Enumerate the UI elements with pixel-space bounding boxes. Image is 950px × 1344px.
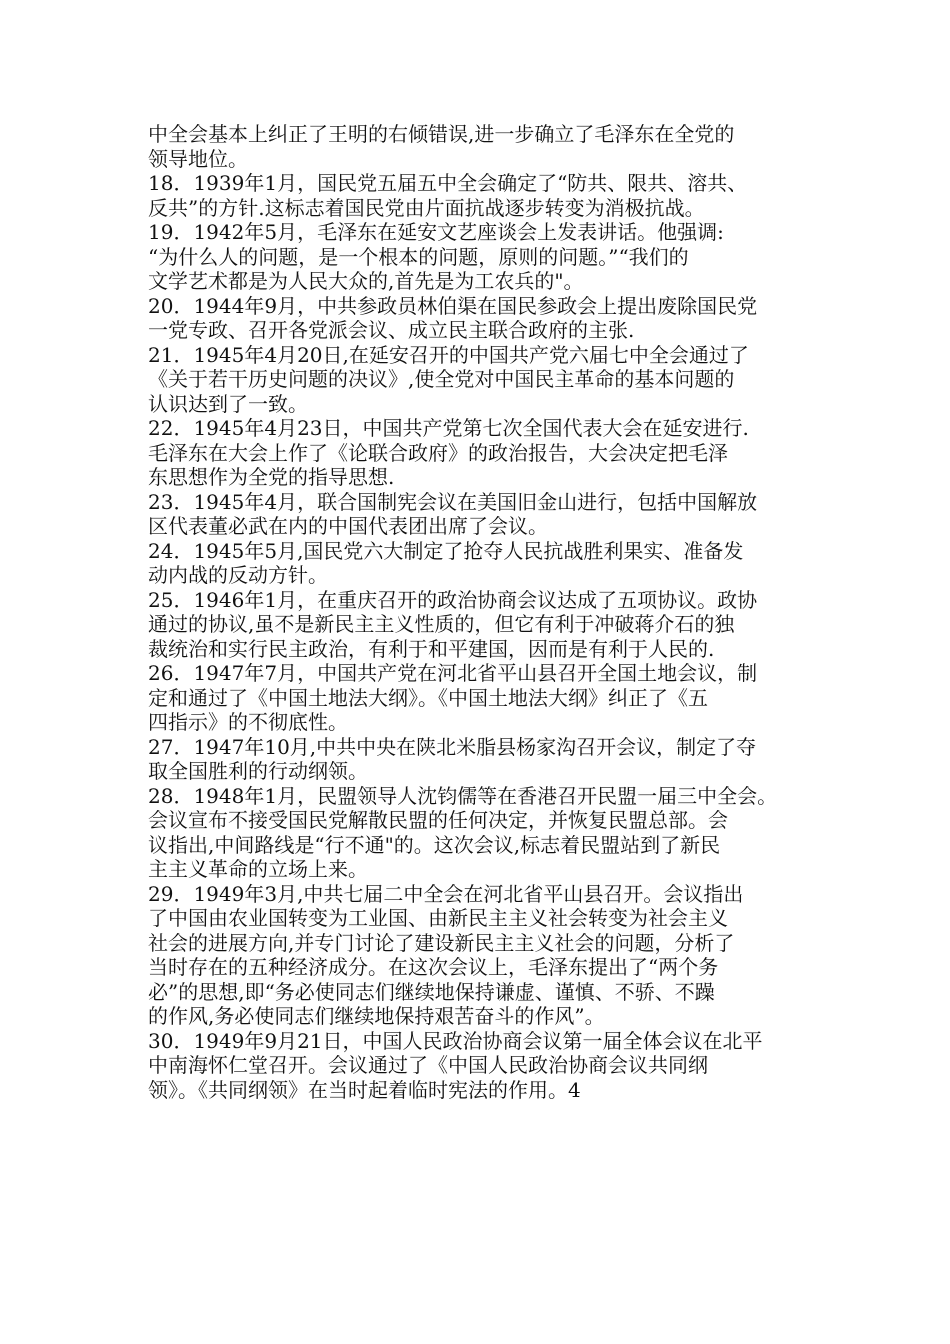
text-line: 中全会基本上纠正了王明的右倾错误,进一步确立了毛泽东在全党的 <box>148 122 735 146</box>
text-line: 当时存在的五种经济成分。在这次会议上，毛泽东提出了“两个务 <box>148 955 719 979</box>
text-line: 一党专政、召开各党派会议、成立民主联合政府的主张. <box>148 318 635 342</box>
paragraph <box>148 416 828 490</box>
text-line: 议指出,中间路线是“行不通"的。这次会议,标志着民盟站到了新民 <box>148 832 721 857</box>
text-line: 28．1948年1月，民盟领导人沈钧儒等在香港召开民盟一届三中全会。 <box>148 783 778 808</box>
text-line: 取全国胜利的行动纲领。 <box>148 759 368 783</box>
text-line: 领导地位。 <box>148 146 248 171</box>
text-line: 会议宣布不接受国民党解散民盟的任何决定，并恢复民盟总部。会 <box>148 808 728 832</box>
text-line: 定和通过了《中国土地法大纲》。《中国土地法大纲》纠正了《五 <box>148 685 708 710</box>
document-body <box>148 122 828 1102</box>
text-line: 29．1949年3月,中共七届二中全会在河北省平山县召开。会议指出 <box>148 881 744 906</box>
text-line: 27．1947年10月,中共中央在陕北米脂县杨家沟召开会议，制定了夺 <box>148 734 757 759</box>
text-line: 主主义革命的立场上来。 <box>148 857 368 881</box>
text-line: 《关于若干历史问题的决议》,使全党对中国民主革命的基本问题的 <box>148 367 735 391</box>
paragraph <box>148 220 828 294</box>
text-line: 20．1944年9月，中共参政员林伯渠在国民参政会上提出废除国民党 <box>148 293 758 318</box>
paragraph <box>148 735 828 784</box>
text-line: 19．1942年5月，毛泽东在延安文艺座谈会上发表讲话。他强调: <box>148 220 724 244</box>
text-line: 四指示》的不彻底性。 <box>148 710 348 734</box>
text-line: 认识达到了一致。 <box>148 391 308 416</box>
text-line: 必”的思想,即“务必使同志们继续地保持谦虚、谨慎、不骄、不躁 <box>148 979 715 1004</box>
paragraph <box>148 294 828 343</box>
text-line: 社会的进展方向,并专门讨论了建设新民主主义社会的问题，分析了 <box>148 930 735 955</box>
text-line: 东思想作为全党的指导思想. <box>148 465 395 489</box>
text-line: 24．1945年5月,国民党六大制定了抢夺人民抗战胜利果实、准备发 <box>148 538 744 563</box>
text-line: 领》。《共同纲领》在当时起着临时宪法的作用。4 <box>148 1077 581 1102</box>
text-line: 22．1945年4月23日，中国共产党第七次全国代表大会在延安进行. <box>148 416 749 440</box>
text-line: 18．1939年1月，国民党五届五中全会确定了“防共、限共、溶共、 <box>148 171 748 195</box>
text-line: 毛泽东在大会上作了《论联合政府》的政治报告，大会决定把毛泽 <box>148 440 728 465</box>
text-line: 30．1949年9月21日，中国人民政治协商会议第一届全体会议在北平 <box>148 1028 763 1053</box>
paragraph <box>148 343 828 417</box>
paragraph <box>148 490 828 539</box>
paragraph <box>148 539 828 588</box>
text-line: 中南海怀仁堂召开。会议通过了《中国人民政治协商会议共同纲 <box>148 1053 708 1077</box>
paragraph <box>148 882 828 1029</box>
text-line: 21．1945年4月20日,在延安召开的中国共产党六届七中全会通过了 <box>148 342 749 367</box>
text-line: 动内战的反动方针。 <box>148 563 328 587</box>
text-line: 裁统治和实行民主政治，有利于和平建国，因而是有利于人民的. <box>148 636 715 661</box>
paragraph <box>148 122 828 171</box>
paragraph <box>148 171 828 220</box>
text-line: 23．1945年4月，联合国制宪会议在美国旧金山进行，包括中国解放 <box>148 489 758 514</box>
text-line: 反共”的方针.这标志着国民党由片面抗战逐步转变为消极抗战。 <box>148 195 705 220</box>
text-line: 25．1946年1月，在重庆召开的政治协商会议达成了五项协议。政协 <box>148 587 758 612</box>
text-line: 文学艺术都是为人民大众的,首先是为工农兵的"。 <box>148 269 584 293</box>
paragraph <box>148 1029 828 1103</box>
text-line: 通过的协议,虽不是新民主主义性质的，但它有利于冲破蒋介石的独 <box>148 612 735 636</box>
paragraph <box>148 784 828 882</box>
paragraph <box>148 661 828 735</box>
text-line: 区代表董必武在内的中国代表团出席了会议。 <box>148 514 548 538</box>
text-line: 的作风,务必使同志们继续地保持艰苦奋斗的作风”。 <box>148 1004 605 1028</box>
text-line: “为什么人的问题，是一个根本的问题，原则的问题。”“我们的 <box>148 244 689 269</box>
paragraph <box>148 588 828 662</box>
text-line: 了中国由农业国转变为工业国、由新民主主义社会转变为社会主义 <box>148 906 728 930</box>
text-line: 26．1947年7月，中国共产党在河北省平山县召开全国土地会议，制 <box>148 661 758 685</box>
